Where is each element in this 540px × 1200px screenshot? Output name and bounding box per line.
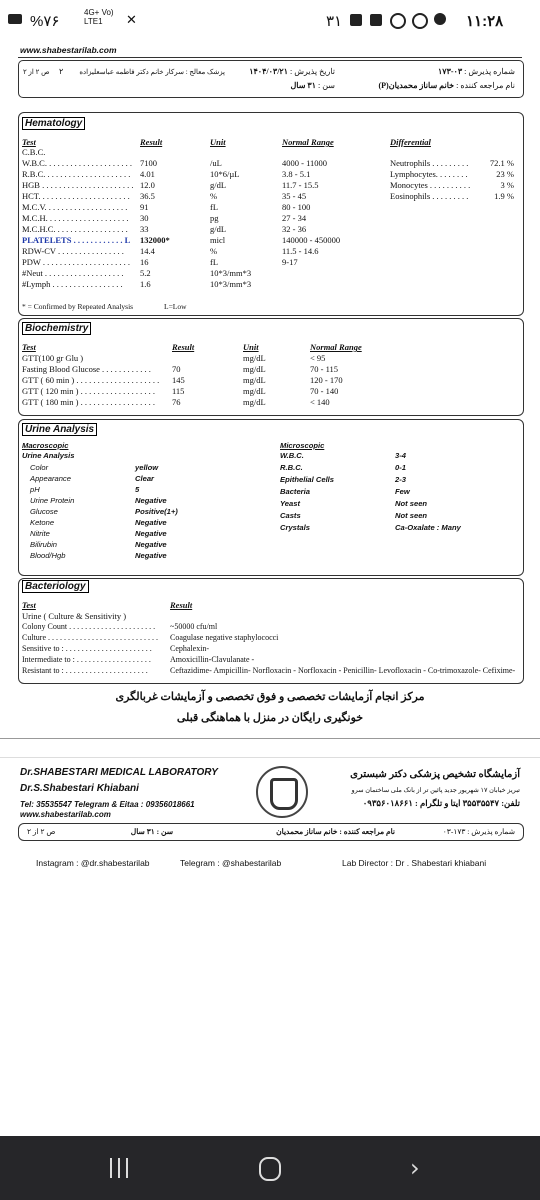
hema-normal: 11.7 - 15.5 bbox=[282, 180, 319, 190]
urine-macro-value: Negative bbox=[135, 540, 167, 549]
hema-test-name: PDW . . . . . . . . . . . . . . . . . . . . . bbox=[22, 257, 130, 267]
network-indicator: 4G+ Vo) LTE1 bbox=[84, 8, 114, 26]
footer-reception: شماره پذیرش : ۱۷۳-۰۳ bbox=[442, 827, 515, 836]
biochemistry-title: Biochemistry bbox=[22, 322, 91, 335]
bio-test-name: GTT ( 180 min ) . . . . . . . . . . . . . . . . . . bbox=[22, 397, 156, 407]
diff-value: 3 % bbox=[500, 180, 514, 190]
urine-macro-name: Nitrite bbox=[30, 529, 50, 538]
hema-footnote: * = Confirmed by Repeated Analysis bbox=[22, 302, 134, 311]
hema-test-name: R.B.C. . . . . . . . . . . . . . . . . . . . . bbox=[22, 169, 131, 179]
hema-unit: micl bbox=[210, 235, 226, 245]
battery-icon bbox=[8, 14, 22, 24]
hema-normal: 27 - 34 bbox=[282, 213, 307, 223]
lab-logo-icon bbox=[256, 766, 308, 818]
bio-test-name: GTT(100 gr Glu ) bbox=[22, 353, 84, 363]
bio-unit: mg/dL bbox=[243, 397, 266, 407]
hema-result: 30 bbox=[140, 213, 149, 223]
hema-unit: fL bbox=[210, 257, 219, 267]
hematology-title: Hematology bbox=[22, 117, 85, 130]
urine-micro-value: 0-1 bbox=[395, 463, 406, 472]
bio-unit-header: Unit bbox=[243, 342, 259, 352]
urine-micro-value: Not seen bbox=[395, 499, 428, 508]
urine-micro-name: Crystals bbox=[280, 523, 310, 532]
hema-result: 132000* bbox=[140, 235, 170, 245]
hema-result: 12.0 bbox=[140, 180, 155, 190]
bact-group: Urine ( Culture & Sensitivity ) bbox=[22, 611, 127, 621]
bio-test-name: GTT ( 60 min ) . . . . . . . . . . . . . . . . . . . . bbox=[22, 375, 160, 385]
bio-normal-header: Normal Range bbox=[310, 342, 362, 352]
hema-result: 36.5 bbox=[140, 191, 155, 201]
footer-lab-en: Dr.SHABESTARI MEDICAL LABORATORY bbox=[20, 767, 218, 778]
diff-name: Eosinophils . . . . . . . . . bbox=[390, 191, 469, 201]
checkbox-icon bbox=[370, 14, 382, 26]
reception-date: تاریخ پذیرش : ۱۴۰۴/۰۳/۲۱ bbox=[249, 67, 335, 76]
back-button[interactable]: › bbox=[410, 1154, 420, 1182]
hema-result: 91 bbox=[140, 202, 149, 212]
home-button[interactable] bbox=[259, 1157, 281, 1181]
bacteriology-title: Bacteriology bbox=[22, 580, 89, 593]
urine-micro-name: Casts bbox=[280, 511, 301, 520]
urine-macro-value: yellow bbox=[135, 463, 159, 472]
bio-result-header: Result bbox=[172, 342, 195, 352]
hema-test-name: #Neut . . . . . . . . . . . . . . . . . . . bbox=[22, 268, 124, 278]
hema-normal: 11.5 - 14.6 bbox=[282, 246, 319, 256]
status-bar bbox=[0, 0, 540, 44]
hema-test-name: W.B.C. . . . . . . . . . . . . . . . . . . . . bbox=[22, 158, 132, 168]
hema-normal: 35 - 45 bbox=[282, 191, 307, 201]
bact-result: Amoxicillin-Clavulanate - bbox=[170, 655, 255, 664]
bio-result: 76 bbox=[172, 397, 181, 407]
bio-unit: mg/dL bbox=[243, 353, 266, 363]
urine-micro-value: Few bbox=[395, 487, 410, 496]
bact-test-header: Test bbox=[22, 600, 36, 610]
status-time: ۱۱:۲۸ bbox=[466, 13, 504, 30]
hema-normal: 9-17 bbox=[282, 257, 298, 267]
hema-test-name: HGB . . . . . . . . . . . . . . . . . . . . . . bbox=[22, 180, 134, 190]
urine-macro-name: Glucose bbox=[30, 507, 58, 516]
footer-instagram: Instagram : @dr.shabestarilab bbox=[36, 858, 150, 868]
hema-test-name: RDW-CV . . . . . . . . . . . . . . . . bbox=[22, 246, 124, 256]
patient-name: نام مراجعه کننده : خانم ساناز محمدیان(P) bbox=[378, 81, 515, 90]
footer-doctor-en: Dr.S.Shabestari Khiabani bbox=[20, 783, 139, 794]
left-number: ۲ bbox=[59, 67, 64, 76]
hema-unit: pg bbox=[210, 213, 219, 223]
urine-macro-name: Appearance bbox=[30, 474, 71, 483]
hema-unit: fL bbox=[210, 202, 219, 212]
urine-micro-value: 2-3 bbox=[395, 475, 406, 484]
bact-test-name: Sensitive to : . . . . . . . . . . . . . . . . . . . . . . bbox=[22, 644, 152, 653]
hema-footnote-low: L=Low bbox=[164, 302, 187, 311]
hema-normal: 4000 - 11000 bbox=[282, 158, 328, 168]
hema-result: 5.2 bbox=[140, 268, 151, 278]
patient-header bbox=[18, 60, 524, 98]
hema-unit: /uL bbox=[210, 158, 222, 168]
bact-test-name: Culture . . . . . . . . . . . . . . . . . . . . . . . . . . . . bbox=[22, 633, 158, 642]
footer-telegram: Telegram : @shabestarilab bbox=[180, 858, 282, 868]
bio-normal: 70 - 115 bbox=[310, 364, 339, 374]
bact-result: Cephalexin- bbox=[170, 644, 210, 653]
hema-normal: 140000 - 450000 bbox=[282, 235, 341, 245]
status-date: ۳۱ bbox=[326, 13, 343, 30]
urine-macro-value: Positive(1+) bbox=[135, 507, 178, 516]
bio-unit: mg/dL bbox=[243, 375, 266, 385]
gallery-icon bbox=[350, 14, 362, 26]
micro-header: Microscopic bbox=[280, 441, 325, 450]
bact-result-header: Result bbox=[170, 600, 193, 610]
urine-macro-name: pH bbox=[30, 485, 40, 494]
hema-test-name: M.C.H.C. . . . . . . . . . . . . . . . . . bbox=[22, 224, 128, 234]
bio-normal: < 95 bbox=[310, 353, 326, 363]
hema-test-name: M.C.V. . . . . . . . . . . . . . . . . . . . bbox=[22, 202, 128, 212]
hema-result: 33 bbox=[140, 224, 149, 234]
urine-macro-value: Negative bbox=[135, 518, 167, 527]
footer-lab-fa: آزمایشگاه تشخیص پزشکی دکتر شبستری bbox=[350, 769, 520, 780]
hema-unit: g/dL bbox=[210, 224, 227, 234]
doctor-name: پزشک معالج : سرکار خانم دکتر فاطمه عباسعلیزاده bbox=[79, 68, 225, 76]
urine-micro-value: Not seen bbox=[395, 511, 428, 520]
banner-line2: خونگیری رایگان در منزل با هماهنگی قبلی bbox=[176, 712, 364, 724]
reception-number: شماره پذیرش : ۰۳-۱۷۳ bbox=[437, 67, 515, 76]
urine-micro-name: R.B.C. bbox=[280, 463, 303, 472]
diff-name: Neutrophils . . . . . . . . . bbox=[390, 158, 469, 168]
hema-unit: 10*6/µL bbox=[210, 169, 240, 179]
urine-macro-value: Negative bbox=[135, 529, 167, 538]
hema-normal: 3.8 - 5.1 bbox=[282, 169, 311, 179]
hema-result: 16 bbox=[140, 257, 149, 267]
hema-test-header: Test bbox=[22, 137, 36, 147]
footer-page: ص ۲ از ۲ bbox=[27, 827, 56, 836]
hema-unit: % bbox=[210, 191, 218, 201]
hema-result: 7100 bbox=[140, 158, 157, 168]
bio-normal: 70 - 140 bbox=[310, 386, 339, 396]
hema-unit-header: Unit bbox=[210, 137, 226, 147]
bact-test-name: Colony Count . . . . . . . . . . . . . . . . . . . . . . bbox=[22, 622, 156, 631]
hema-test-name: HCT. . . . . . . . . . . . . . . . . . . . . . bbox=[22, 191, 130, 201]
hema-unit: 10*3/mm*3 bbox=[210, 279, 252, 289]
footer-patient: نام مراجعه کننده : خانم ساناز محمدیان bbox=[276, 827, 395, 836]
hema-test-name: #Lymph . . . . . . . . . . . . . . . . . bbox=[22, 279, 123, 289]
banner-line1: مرکز انجام آزمایشات تخصصی و فوق تخصصی و آزمایشات غربالگری bbox=[115, 691, 425, 703]
bio-test-header: Test bbox=[22, 342, 36, 352]
bio-unit: mg/dL bbox=[243, 364, 266, 374]
urine-micro-name: W.B.C. bbox=[280, 451, 304, 460]
urine-macro-name: Ketone bbox=[30, 518, 55, 527]
bio-normal: 120 - 170 bbox=[310, 375, 343, 385]
header-website: www.shabestarilab.com bbox=[20, 45, 117, 55]
hema-test-name: PLATELETS . . . . . . . . . . . . L bbox=[22, 235, 131, 245]
bio-result: 115 bbox=[172, 386, 185, 396]
urine-micro-value: Ca-Oxalate : Many bbox=[395, 523, 461, 532]
bio-normal: < 140 bbox=[310, 397, 330, 407]
urine-micro-value: 3-4 bbox=[395, 451, 406, 460]
bact-result: ~50000 cfu/ml bbox=[170, 622, 218, 631]
urine-macro-name: Urine Protein bbox=[30, 496, 75, 505]
bio-result: 145 bbox=[172, 375, 185, 385]
hema-unit: 10*3/mm*3 bbox=[210, 268, 252, 278]
bact-test-name: Resistant to : . . . . . . . . . . . . . . . . . . . . . bbox=[22, 666, 148, 675]
diff-name: Lymphocytes. . . . . . . . bbox=[390, 169, 468, 179]
macro-sub: Urine Analysis bbox=[22, 451, 75, 460]
footer-address-fa: تبریز خیابان ۱۷ شهریور جدید پائین تر از بانک ملی ساختمان سرو bbox=[351, 787, 520, 794]
hema-test-name: M.C.H. . . . . . . . . . . . . . . . . . . . bbox=[22, 213, 129, 223]
urine-macro-value: Negative bbox=[135, 496, 167, 505]
urine-macro-value: Clear bbox=[135, 474, 154, 483]
diff-value: 72.1 % bbox=[489, 158, 514, 168]
bact-test-name: Intermediate to : . . . . . . . . . . . . . . . . . . . bbox=[22, 655, 151, 664]
bact-result: Coagulase negative staphylococci bbox=[170, 633, 279, 642]
footer-phone-fa: تلفن: ۳۵۵۳۵۵۴۷ ایتا و تلگرام : ۰۹۳۵۶۰۱۸۶۶۱ bbox=[362, 798, 520, 808]
urine-macro-name: Bilirubin bbox=[30, 540, 58, 549]
app-icon bbox=[412, 13, 428, 29]
hema-diff-header: Differential bbox=[390, 137, 431, 147]
diff-value: 23 % bbox=[496, 169, 514, 179]
navigation-bar bbox=[0, 1136, 540, 1200]
footer-website: www.shabestarilab.com bbox=[20, 810, 111, 819]
urine-micro-name: Epithelial Cells bbox=[280, 475, 335, 484]
footer-age: سن : ۳۱ سال bbox=[130, 827, 173, 836]
hema-result: 1.6 bbox=[140, 279, 151, 289]
hema-result: 14.4 bbox=[140, 246, 155, 256]
urine-micro-name: Yeast bbox=[280, 499, 300, 508]
hema-normal-header: Normal Range bbox=[282, 137, 334, 147]
urine-macro-name: Color bbox=[30, 463, 49, 472]
patient-age: سن : ۳۱ سال bbox=[290, 81, 335, 90]
bio-test-name: Fasting Blood Glucose . . . . . . . . . . . . bbox=[22, 364, 151, 374]
hema-normal: 32 - 36 bbox=[282, 224, 307, 234]
location-icon bbox=[390, 13, 406, 29]
footer-patient-bar bbox=[18, 823, 524, 841]
signal-icon: ✕ bbox=[126, 12, 137, 27]
urine-micro-name: Bacteria bbox=[280, 487, 310, 496]
bio-unit: mg/dL bbox=[243, 386, 266, 396]
footer-director: Lab Director : Dr . Shabestari khiabani bbox=[342, 858, 487, 868]
urine-macro-name: Blood/Hgb bbox=[30, 551, 66, 560]
bio-result: 70 bbox=[172, 364, 181, 374]
hema-result-header: Result bbox=[140, 137, 163, 147]
diff-value: 1.9 % bbox=[494, 191, 514, 201]
urine-macro-value: Negative bbox=[135, 551, 167, 560]
hema-result: 4.01 bbox=[140, 169, 155, 179]
macro-header: Macroscopic bbox=[22, 441, 69, 450]
battery-status: %۷۶ bbox=[30, 13, 60, 30]
hema-normal: 80 - 100 bbox=[282, 202, 311, 212]
bio-test-name: GTT ( 120 min ) . . . . . . . . . . . . . . . . . . bbox=[22, 386, 156, 396]
recent-apps-button[interactable] bbox=[108, 1158, 130, 1178]
footer-tel: Tel: 35535547 Telegram & Eitaa : 09356018661 bbox=[20, 800, 195, 809]
bact-result: Ceftazidime- Ampicillin- Norfloxacin - Norfloxacin - Penicillin- Levofloxacin - Co-trimoxazole- Cefixime- bbox=[170, 666, 516, 675]
diff-name: Monocytes . . . . . . . . . . bbox=[390, 180, 471, 190]
message-icon bbox=[434, 13, 446, 25]
hema-unit: g/dL bbox=[210, 180, 227, 190]
page-number: ص ۲ از ۲ bbox=[23, 68, 50, 76]
urine-section bbox=[18, 419, 524, 576]
cbc-label: C.B.C. bbox=[22, 147, 46, 157]
urine-macro-value: 5 bbox=[135, 485, 140, 494]
hema-unit: % bbox=[210, 246, 218, 256]
urine-title: Urine Analysis bbox=[22, 423, 97, 436]
